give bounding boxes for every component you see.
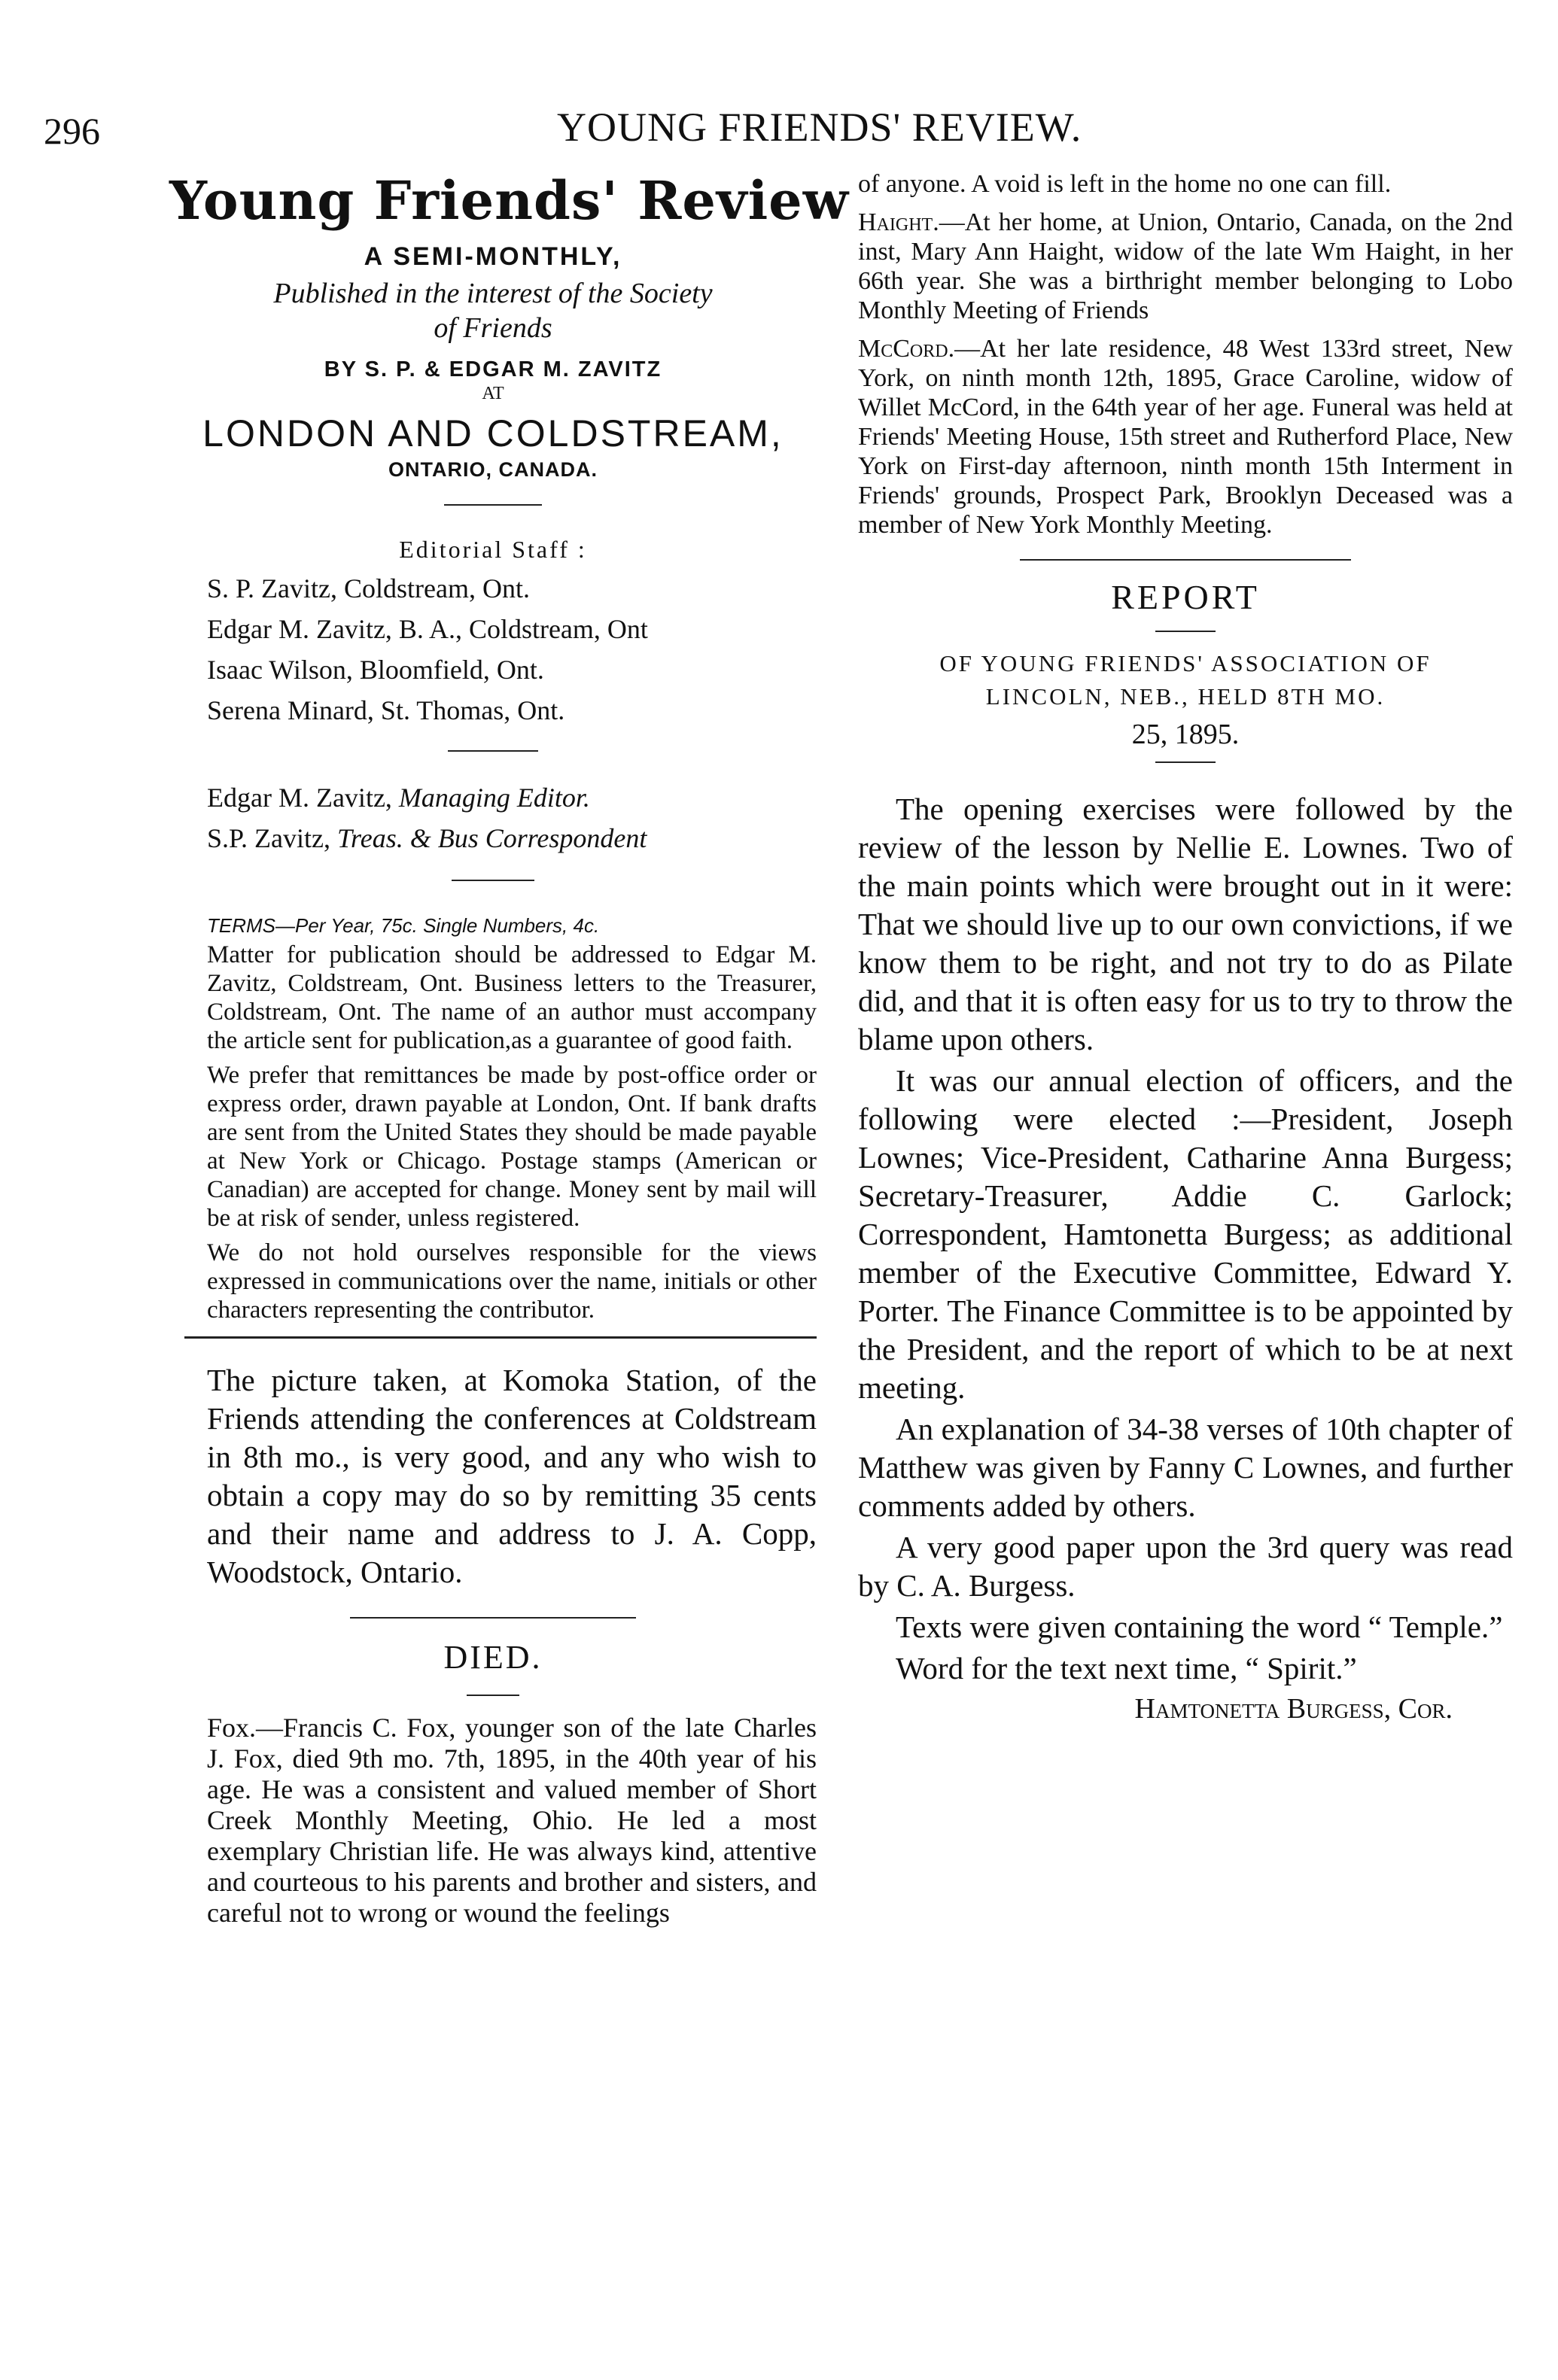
masthead-published-line1: Published in the interest of the Society [273, 278, 713, 309]
report-paragraph: It was our annual election of officers, and the following were elected :—President, Joseph Lownes; Vice-President, Catharine Anna Burgess; Secretary-Treasurer, Addie C. Garlock; Correspondent, Hamtonetta Burgess; as additional member of the Executive Committee, Edward Y. Porter. The Finance Committee is to be appointed by the President, and the report of which to be at next meeting. [858, 1063, 1513, 1405]
masthead-place: LONDON AND COLDSTREAM, [202, 412, 784, 454]
obituary-fox [169, 1713, 817, 1929]
staff-member: Serena Minard, St. Thomas, Ont. [207, 695, 565, 725]
report-date: 25, 1895. [1131, 719, 1240, 750]
treasurer-name: S.P. Zavitz, [207, 823, 338, 853]
masthead-at: AT [482, 384, 504, 403]
staff-member: Edgar M. Zavitz, B. A., Coldstream, Ont [207, 614, 648, 644]
report-paragraph: An explanation of 34-38 verses of 10th chapter of Matthew was given by Fanny C Lownes, and further comments added by others. [858, 1412, 1513, 1523]
divider [1155, 761, 1216, 763]
photo-notice: The picture taken, at Komoka Station, of the Friends attending the conferences at Coldstream in 8th mo., is very good, and any who wish to obtain a copy may do so by remitting 35 cents and their name and address to J. A. Copp, Woodstock, Ontario. [207, 1363, 817, 1589]
staff-member: Isaac Wilson, Bloomfield, Ont. [207, 655, 544, 685]
managing-editor-role: Managing Editor. [398, 783, 590, 813]
page-number: 296 [44, 110, 100, 152]
report-subheading-1: OF YOUNG FRIENDS' ASSOCIATION OF [939, 650, 1432, 676]
divider [1020, 559, 1351, 561]
report-subheading-2: LINCOLN, NEB., HELD 8TH MO. [985, 683, 1386, 710]
divider [452, 880, 534, 881]
masthead-byline: BY S. P. & EDGAR M. ZAVITZ [324, 357, 662, 381]
obituary-name: Haight. [858, 208, 939, 236]
right-column [858, 169, 1513, 1725]
masthead-frequency: A SEMI-MONTHLY, [364, 242, 622, 271]
divider [444, 504, 542, 506]
staff-heading: Editorial Staff : [399, 536, 587, 563]
treasurer-role: Treas. & Bus Correspondent [337, 823, 647, 853]
report-signature: Hamtonetta Burgess, Cor. [1134, 1693, 1453, 1725]
staff-member: S. P. Zavitz, Coldstream, Ont. [207, 573, 530, 603]
running-title: YOUNG FRIENDS' REVIEW. [557, 105, 1082, 150]
managing-editor [207, 777, 817, 818]
treasurer [207, 818, 817, 859]
obituary-haight [858, 208, 1513, 325]
staff-list [169, 568, 817, 731]
obituary-text: —At her late residence, 48 West 133rd street, New York, on ninth month 12th, 1895, Grace Caroline, widow of Willet McCord, in the 64th year of her age. Funeral was held at Friends' Meeting House, 15th street and Rutherford Place, New York on First-day afternoon, ninth month 15th Interment in Friends' grounds, Prospect Park, Brooklyn Deceased was a member of New York Monthly Meeting. [858, 335, 1513, 539]
masthead-published-line2: of Friends [434, 312, 552, 344]
report-heading: REPORT [1111, 578, 1260, 616]
divider [1155, 631, 1216, 632]
terms-paragraph: Matter for publication should be addressed to Edgar M. Zavitz, Coldstream, Ont. Business letters to the Treasurer, Coldstream, Ont. The name of an author must accompany the article sent for publication,as a guarantee of good faith. [207, 941, 817, 1054]
report-paragraph: Texts were given containing the word “ Temple.” [896, 1609, 1503, 1644]
obituary-fox-continued: of anyone. A void is left in the home no one can fill. [858, 170, 1392, 198]
masthead-title: Young Friends' Review [169, 169, 849, 232]
report-paragraph: Word for the text next time, “ Spirit.” [896, 1651, 1357, 1685]
terms-paragraph: We do not hold ourselves responsible for the views expressed in communications over the name, initials or other characters representing the contributor. [207, 1239, 817, 1324]
divider [350, 1617, 636, 1619]
obituary-name: Fox. [207, 1713, 257, 1743]
terms-line: TERMS—Per Year, 75c. Single Numbers, 4c. [207, 914, 600, 937]
left-column [169, 169, 849, 1929]
obituary-text: —At her home, at Union, Ontario, Canada, on the 2nd inst, Mary Ann Haight, widow of the late Wm Haight, in her 66th year. She was a birthright member belonging to Lobo Monthly Meeting of Friends [858, 208, 1513, 324]
managing-editor-name: Edgar M. Zavitz, [207, 783, 399, 813]
obituary-mccord [858, 334, 1513, 540]
divider [184, 1336, 817, 1339]
masthead-province: ONTARIO, CANADA. [388, 458, 598, 481]
divider [448, 750, 538, 752]
report-paragraph: The opening exercises were followed by the review of the lesson by Nellie E. Lownes. Two of the main points which were brought out in it were: That we should live up to our own convictions, if we know them to be right, and not try to do as Pilate did, and that it is often easy for us to try to throw the blame upon others. [858, 792, 1513, 1056]
report-paragraph: A very good paper upon the 3rd query was read by C. A. Burgess. [858, 1530, 1513, 1603]
divider [467, 1695, 519, 1696]
terms-paragraph: We prefer that remittances be made by post-office order or express order, drawn payable at London, Ont. If bank drafts are sent from the United States they should be made payable at New York or Chicago. Postage stamps (American or Canadian) are accepted for change. Money sent by mail will be at risk of sender, unless registered. [207, 1062, 817, 1232]
editors-list [169, 777, 817, 859]
obituary-name: McCord. [858, 335, 955, 363]
died-heading: DIED. [443, 1639, 543, 1676]
obituary-text: —Francis C. Fox, younger son of the late Charles J. Fox, died 9th mo. 7th, 1895, in the 40th year of his age. He was a consistent and valued member of Short Creek Monthly Meeting, Ohio. He led a most exemplary Christian life. He was always kind, attentive and courteous to his parents and brother and sisters, and careful not to wrong or wound the feelings [207, 1713, 817, 1928]
